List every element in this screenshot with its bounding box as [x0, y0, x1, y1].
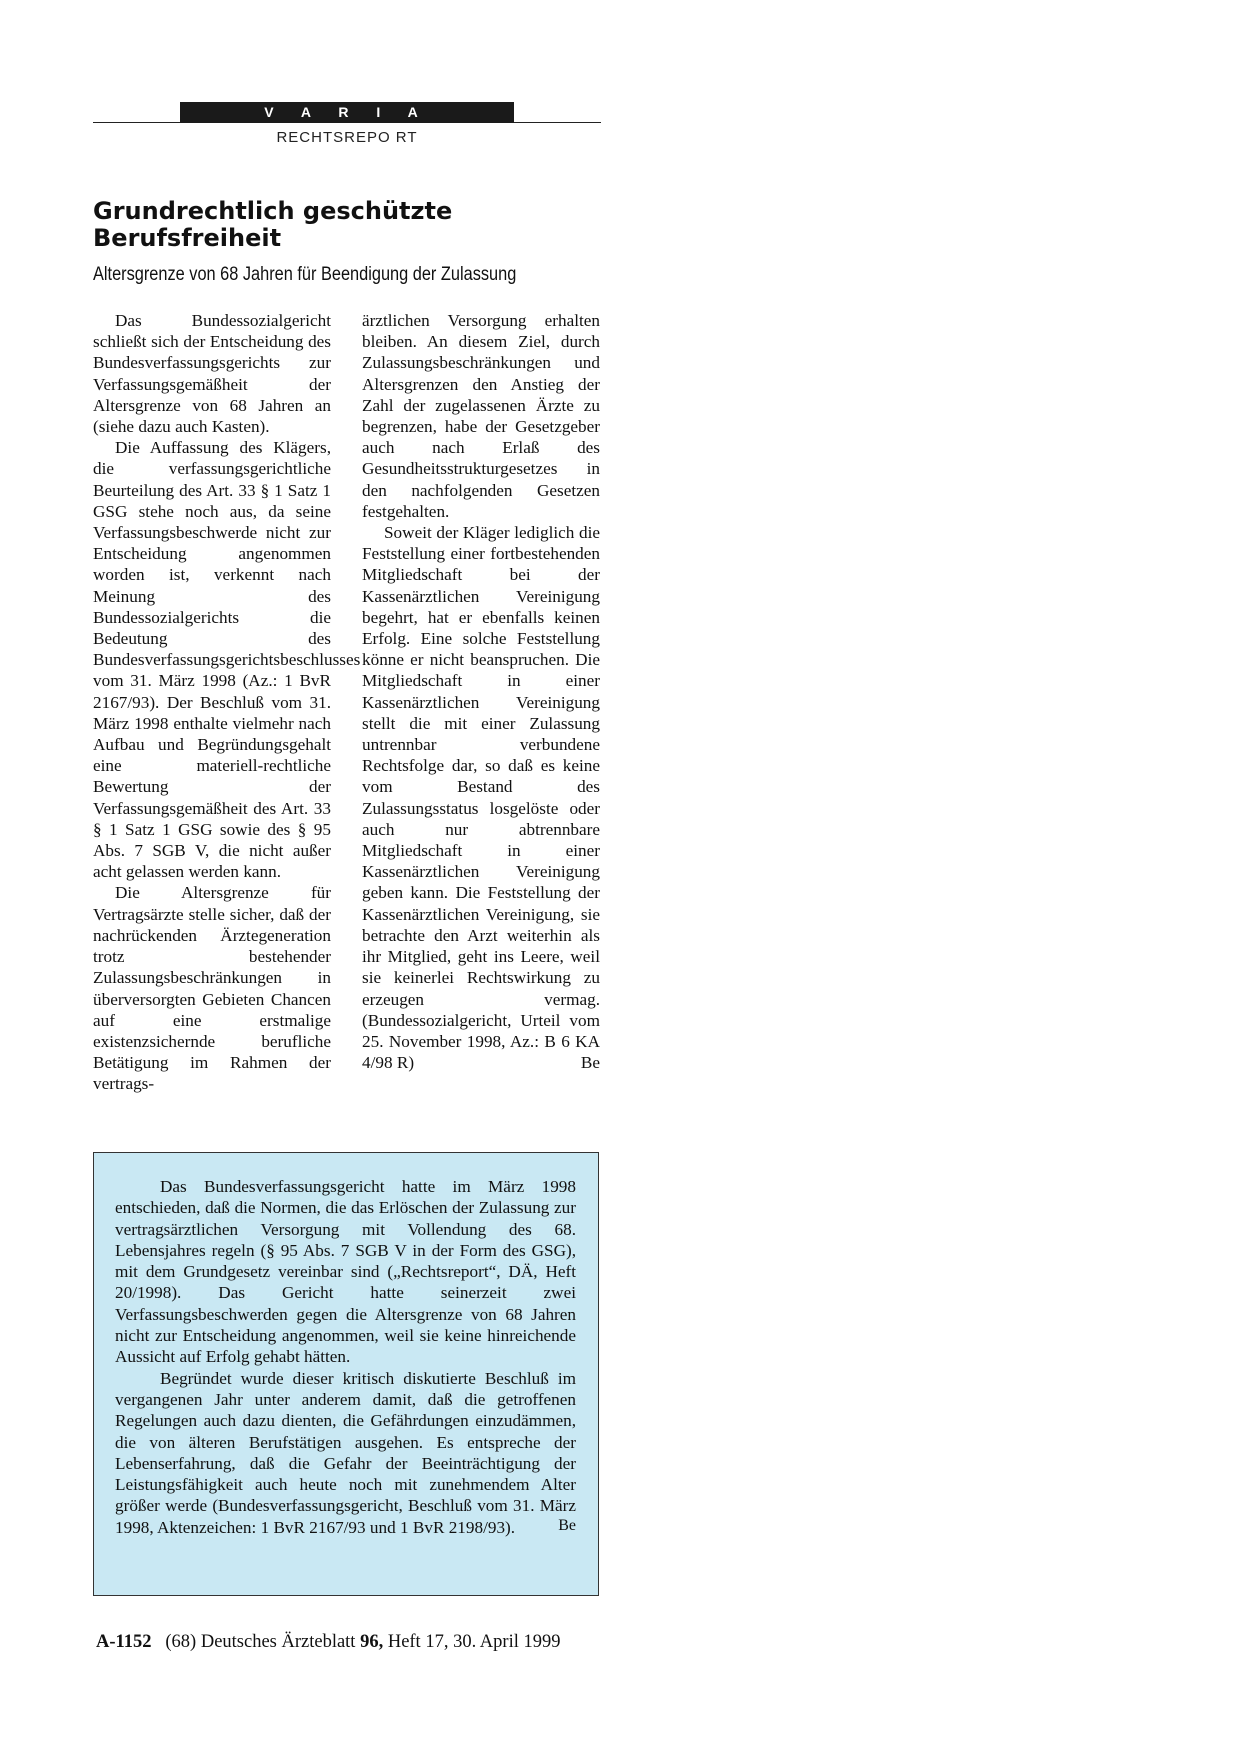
article-subtitle: Altersgrenze von 68 Jahren für Beendigung der Zulassung: [93, 264, 517, 285]
section-banner: V A R I A: [180, 102, 514, 123]
subsection-label: RECHTSREPO RT: [276, 129, 418, 146]
page-footer: [96, 1632, 560, 1653]
article-column-left: [93, 310, 361, 1095]
paragraph: Die Altersgrenze für Vertragsärzte stelle sicher, daß der nachrückenden Ärztegeneration trotz bestehender Zulassungsbeschränkungen in überversorgten Gebieten Chancen auf eine erstmalige existenzsichernde berufliche Betätigung im Rahmen der vertrags-: [93, 883, 331, 1094]
info-paragraph: Begründet wurde dieser kritisch diskutierte Beschluß im vergangenen Jahr unter anderem damit, daß die getroffenen Regelungen auch dazu dienten, die Gefährdungen einzudämmen, die von älteren Berufstätigen ausgehen. Es entspreche der Lebenserfahrung, daß die Gefahr der Beeinträchtigung der Leistungsfähigkeit auch heute noch mit zunehmendem Alter größer werde (Bundesverfassungsgericht, Beschluß vom 31. März 1998, Aktenzeichen: 1 BvR 2167/93 und 1 BvR 2198/93).: [115, 1368, 576, 1537]
info-signature: Be: [558, 1517, 576, 1535]
info-box: [93, 1152, 599, 1596]
journal-name: Deutsches Ärzteblatt: [200, 1632, 356, 1652]
article-column-right: [362, 310, 600, 1074]
paragraph: Das Bundessozialgericht schließt sich der Entscheidung des Bundesverfassungsgerichts zur Verfassungsgemäßheit der Altersgrenze von 68 Jahren an (siehe dazu auch Kasten).: [93, 311, 331, 437]
journal-issue: Heft 17, 30. April 1999: [387, 1632, 561, 1652]
journal-volume: 96,: [360, 1632, 384, 1652]
page-code: A-1152: [96, 1632, 152, 1652]
page-number: (68): [165, 1632, 197, 1652]
article-title: Grundrechtlich geschützte Berufsfreiheit: [93, 197, 453, 252]
author-signature: Be: [580, 1053, 600, 1073]
paragraph: Soweit der Kläger lediglich die Feststellung einer fortbestehenden Mitgliedschaft bei der Kassenärztlichen Vereinigung begehrt, hat er ebenfalls keinen Erfolg. Eine solche Feststellung könne er nicht beanspruchen. Die Mitgliedschaft in einer Kassenärztlichen Vereinigung stellt die mit einer Zulassung untrennbar verbundene Rechtsfolge dar, so daß es keine vom Bestand des Zulassungsstatus losgelöste oder auch nur abtrennbare Mitgliedschaft in einer Kassenärztlichen Vereinigung geben kann. Die Feststellung der Kassenärztlichen Vereinigung, sie betrachte den Arzt weiterhin als ihr Mitglied, geht ins Leere, weil sie keinerlei Rechtswirkung zu erzeugen vermag. (Bundessozialgericht, Urteil vom 25. November 1998, Az.: B 6 KA 4/98 R): [362, 523, 600, 1073]
paragraph: Die Auffassung des Klägers, die verfassungsgerichtliche Beurteilung des Art. 33 § 1 Satz 1 GSG stehe noch aus, da seine Verfassungsbeschwerde nicht zur Entscheidung angenommen worden ist, verkennt nach Meinung des Bundessozialgerichts die Bedeutung des Bundesverfassungsgerichtsbeschlusses vom 31. März 1998 (Az.: 1 BvR 2167/93). Der Beschluß vom 31. März 1998 enthalte vielmehr nach Aufbau und Begründungsgehalt eine materiell-rechtliche Bewertung der Verfassungsgemäßheit des Art. 33 § 1 Satz 1 GSG sowie des § 95 Abs. 7 SGB V, die nicht außer acht gelassen werden kann.: [93, 438, 361, 882]
paragraph: ärztlichen Versorgung erhalten bleiben. An diesem Ziel, durch Zulassungsbeschränkungen und Altersgrenzen den Anstieg der Zahl der zugelassenen Ärzte zu begrenzen, habe der Gesetzgeber auch nach Erlaß des Gesundheitsstrukturgesetzes in den nachfolgenden Gesetzen festgehalten.: [362, 311, 600, 521]
info-paragraph: Das Bundesverfassungsgericht hatte im März 1998 entschieden, daß die Normen, die das Erlöschen der Zulassung zur vertragsärztlichen Versorgung mit Vollendung des 68. Lebensjahres regeln (§ 95 Abs. 7 SGB V in der Form des GSG), mit dem Grundgesetz vereinbar sind („Rechtsreport“, DÄ, Heft 20/1998). Das Gericht hatte seinerzeit zwei Verfassungsbeschwerden gegen die Altersgrenze von 68 Jahren nicht zur Entscheidung angenommen, weil sie keine hinreichende Aussicht auf Erfolg gehabt hätten.: [115, 1177, 576, 1367]
